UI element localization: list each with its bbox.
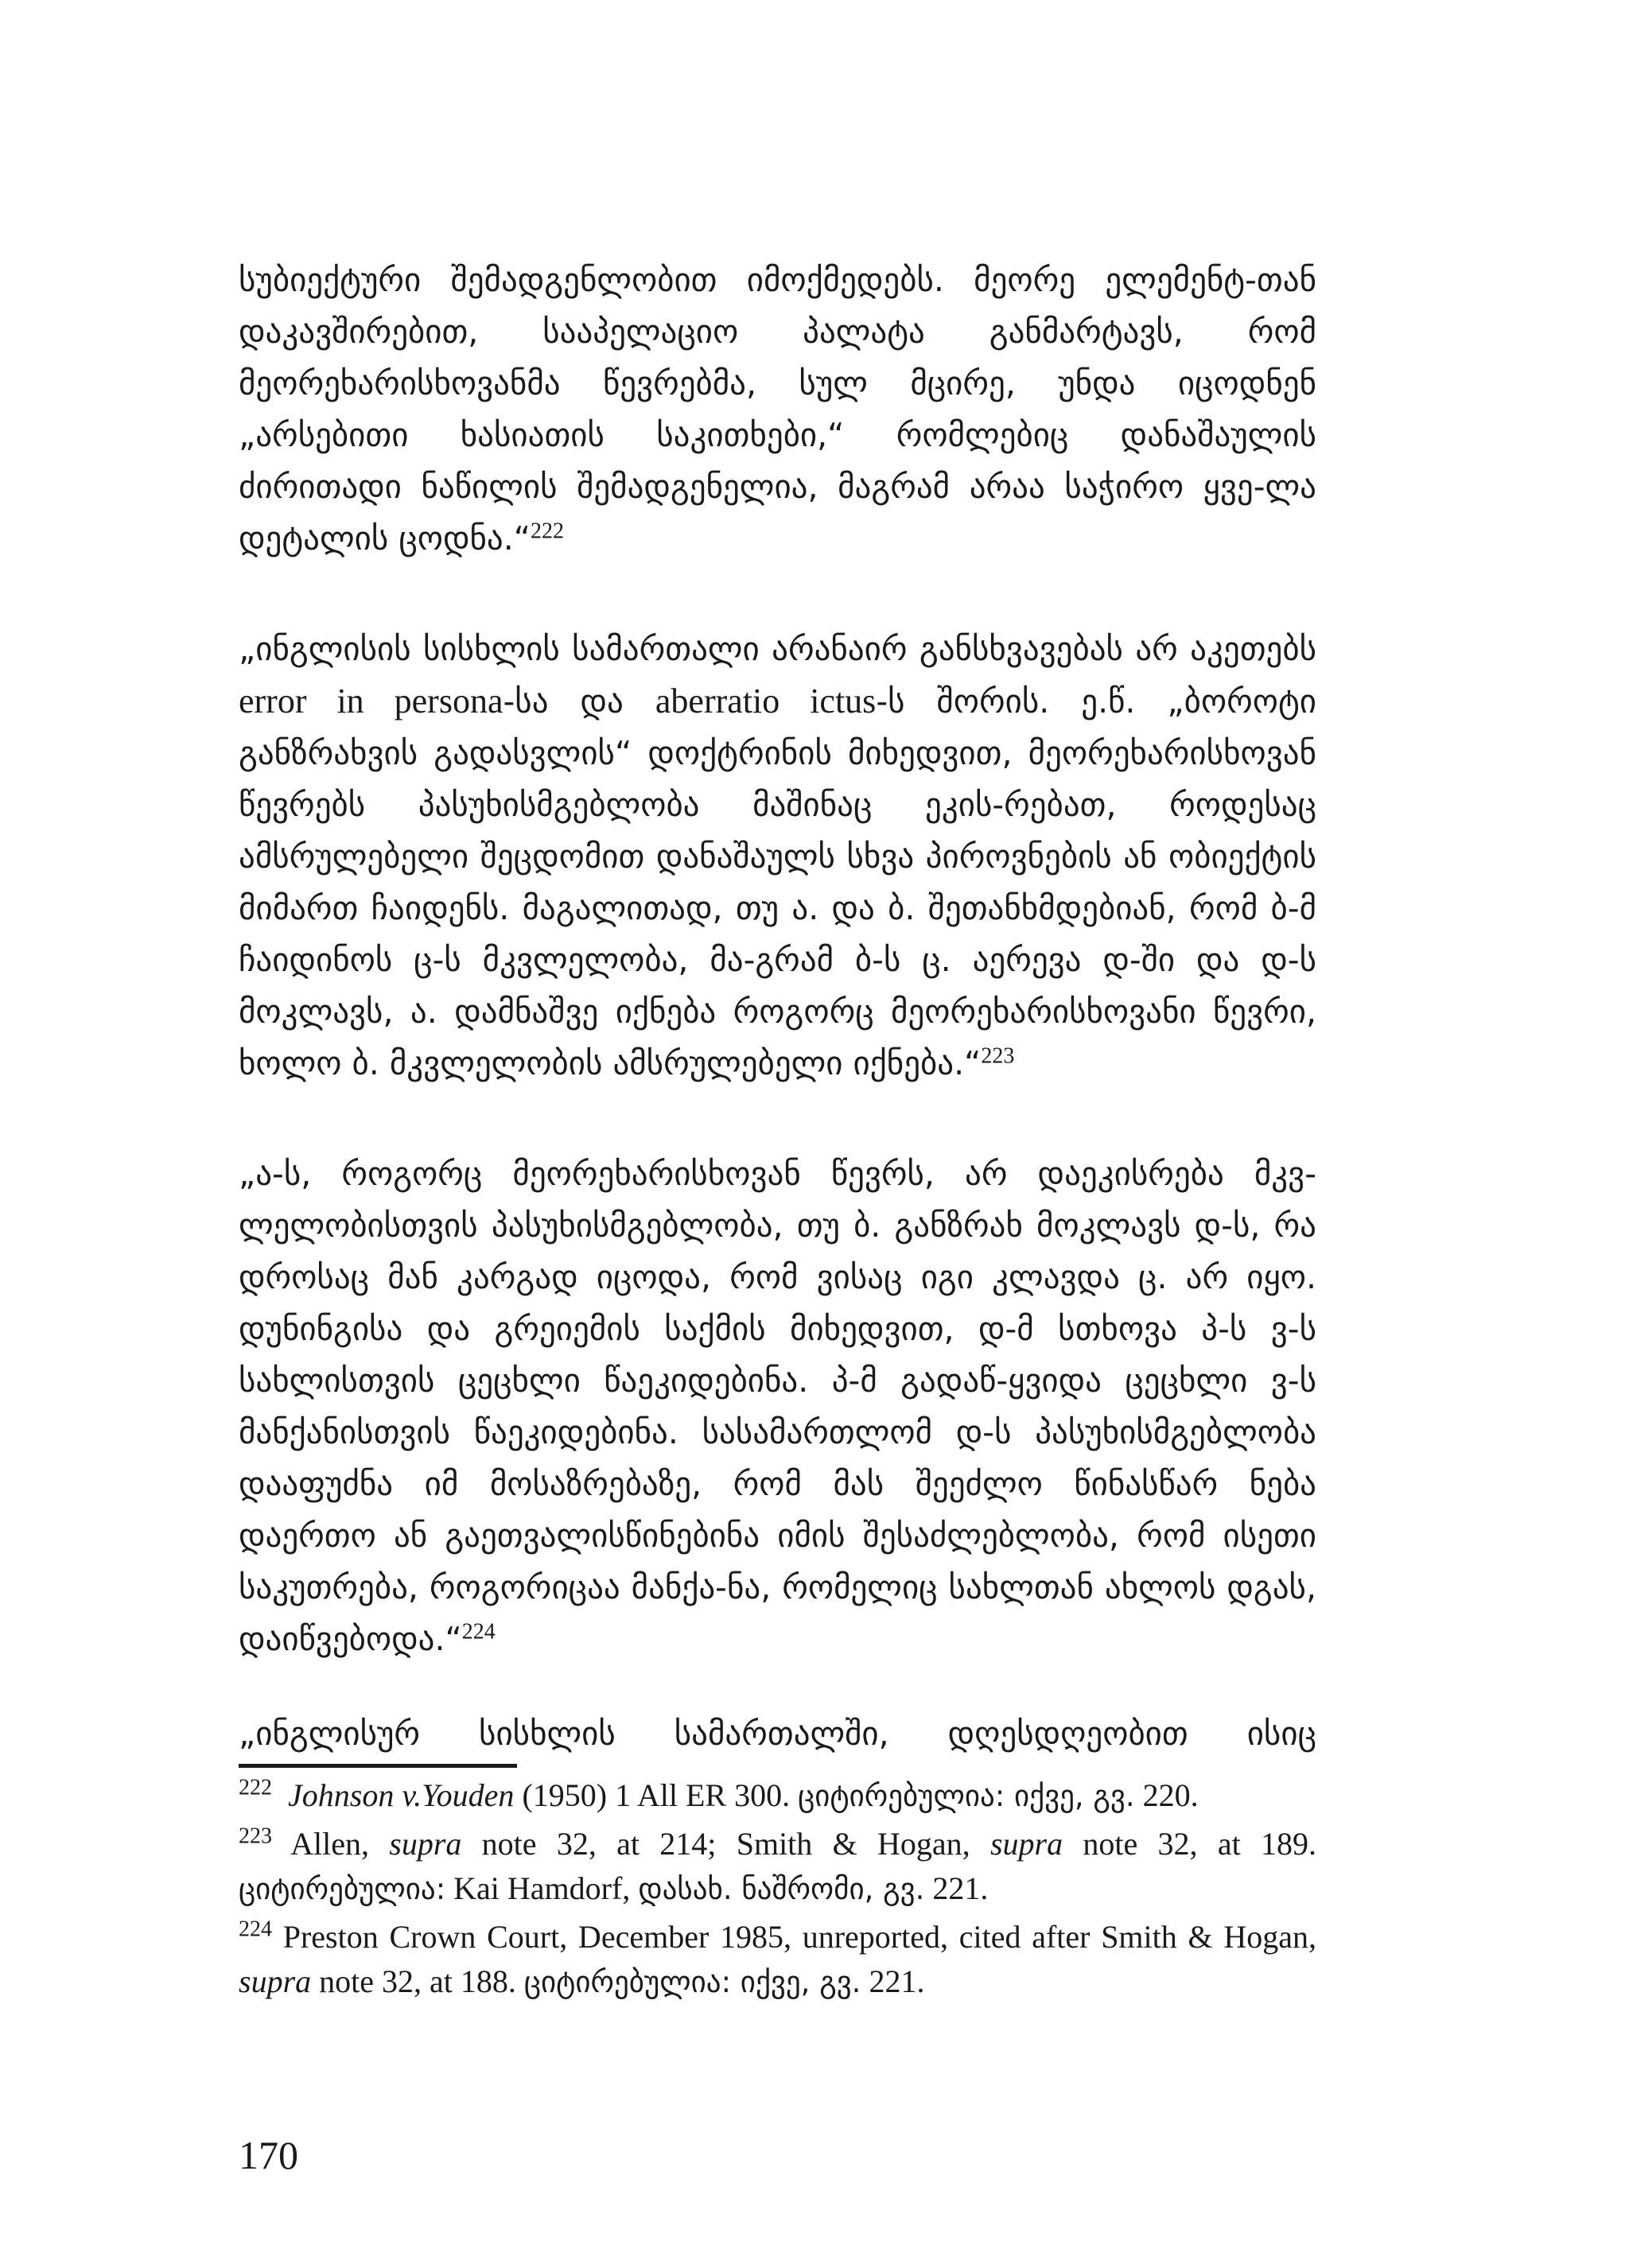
paragraph-2-text-a: „ინგლისის სისხლის სამართალი არანაირ განსხვავებას არ აკეთებს xyxy=(239,630,1316,668)
footnote-222 xyxy=(239,1773,1316,1819)
citation: note 32, at 189. xyxy=(1063,1826,1316,1862)
paragraph-2 xyxy=(239,623,1316,1089)
footnote-number: 224 xyxy=(239,1917,272,1942)
supra-term: supra xyxy=(989,1826,1063,1862)
cited-label: ციტირებულია: იქვე, გვ. xyxy=(798,1779,1135,1813)
footnote-divider xyxy=(239,1764,517,1768)
citation: note 32, at 188. xyxy=(311,1963,524,1999)
page-ref: 220. xyxy=(1134,1777,1199,1813)
footnote-number: 223 xyxy=(239,1823,272,1849)
cited-label: ციტირებულია: იქვე, გვ. xyxy=(523,1965,861,1999)
main-text xyxy=(239,254,1316,1665)
author: Kai Hamdorf, xyxy=(445,1870,639,1906)
citation: (1950) 1 All ER 300. xyxy=(514,1777,799,1813)
latin-term-error-in-persona: error in persona xyxy=(239,682,503,720)
supra-term: supra xyxy=(239,1963,312,1999)
footnotes xyxy=(239,1773,1316,2008)
case-name: Johnson v.Youden xyxy=(288,1777,515,1813)
page-number: 170 xyxy=(239,2133,298,2177)
footnote-ref-223: 223 xyxy=(981,1043,1015,1069)
page-ref: 221. xyxy=(924,1870,989,1906)
paragraph-2-text-c: -ს შორის. ე.წ. „ბოროტი განზრახვის გადასვლის“ დოქტრინის მიხედვით, მეორეხარისხოვან წევრებს პასუხისმგებლობა მაშინაც ეკის-რებათ, როდესაც ამსრულებელი შეცდომით დანაშაულს სხვა პიროვნების ან ობიექტის მიმართ ჩაიდენს. მაგალითად, თუ ა. და ბ. შეთანხმდებიან, რომ ბ-მ ჩაიდინოს ც-ს მკვლელობა, მა-გრამ ბ-ს ც. აერევა დ-ში და დ-ს მოკლავს, ა. დამნაშვე იქნება როგორც მეორეხარისხოვანი წევრი, ხოლო ბ. მკვლელობის ამსრულებელი იქნება.“ xyxy=(239,682,1316,1082)
page-ref: 221. xyxy=(861,1963,925,1999)
citation: Preston Crown Court, December 1985, unreported, cited after Smith & Hogan, xyxy=(272,1919,1316,1955)
paragraph-3 xyxy=(239,1148,1316,1665)
footnote-223 xyxy=(239,1822,1316,1912)
citation: note 32, at 214; Smith & Hogan, xyxy=(461,1826,990,1862)
footnote-224 xyxy=(239,1915,1316,2005)
author: Allen, xyxy=(272,1826,390,1862)
footnote-ref-224: 224 xyxy=(461,1619,496,1645)
continuation-line: „ინგლისურ სისხლის სამართალში, დღესდღეობით ისიც xyxy=(239,1715,1316,1753)
footnote-ref-222: 222 xyxy=(531,518,565,544)
cited-label: ციტირებულია: xyxy=(239,1872,446,1906)
paragraph-3-text: „ა-ს, როგორც მეორეხარისხოვან წევრს, არ დაეკისრება მკვ-ლელობისთვის პასუხისმგებლობა, თუ ბ. განზრახ მოკლავს დ-ს, რა დროსაც მან კარგად იცოდა, რომ ვისაც იგი კლავდა ც. არ იყო. დუნინგისა და გრეიემის საქმის მიხედვით, დ-მ სთხოვა პ-ს ვ-ს სახლისთვის ცეცხლი წაეკიდებინა. პ-მ გადაწ-ყვიდა ცეცხლი ვ-ს მანქანისთვის წაეკიდებინა. სასამართლომ დ-ს პასუხისმგებლობა დააფუძნა იმ მოსაზრებაზე, რომ მას შეეძლო წინასწარ ნება დაერთო ან გაეთვალისწინებინა იმის შესაძლებლობა, რომ ისეთი საკუთრება, როგორიცაა მანქა-ნა, რომელიც სახლთან ახლოს დგას, დაიწვებოდა.“ xyxy=(239,1155,1316,1658)
paragraph-1-text: სუბიექტური შემადგენლობით იმოქმედებს. მეორე ელემენტ-თან დაკავშირებით, სააპელაციო პალატა განმარტავს, რომ მეორეხარისხოვანმა წევრებმა, სულ მცირე, უნდა იცოდნენ „არსებითი ხასიათის საკითხები,“ რომლებიც დანაშაულის ძირითადი ნაწილის შემადგენელია, მაგრამ არაა საჭირო ყვე-ლა დეტალის ცოდნა.“ xyxy=(239,261,1316,557)
work-label: დასახ. ნაშრომი, გვ. xyxy=(638,1872,925,1906)
latin-term-aberratio-ictus: aberratio ictus xyxy=(655,682,877,720)
footnote-number: 222 xyxy=(239,1775,272,1800)
paragraph-1 xyxy=(239,254,1316,565)
supra-term: supra xyxy=(389,1826,462,1862)
paragraph-2-text-b: -სა და xyxy=(503,682,655,720)
